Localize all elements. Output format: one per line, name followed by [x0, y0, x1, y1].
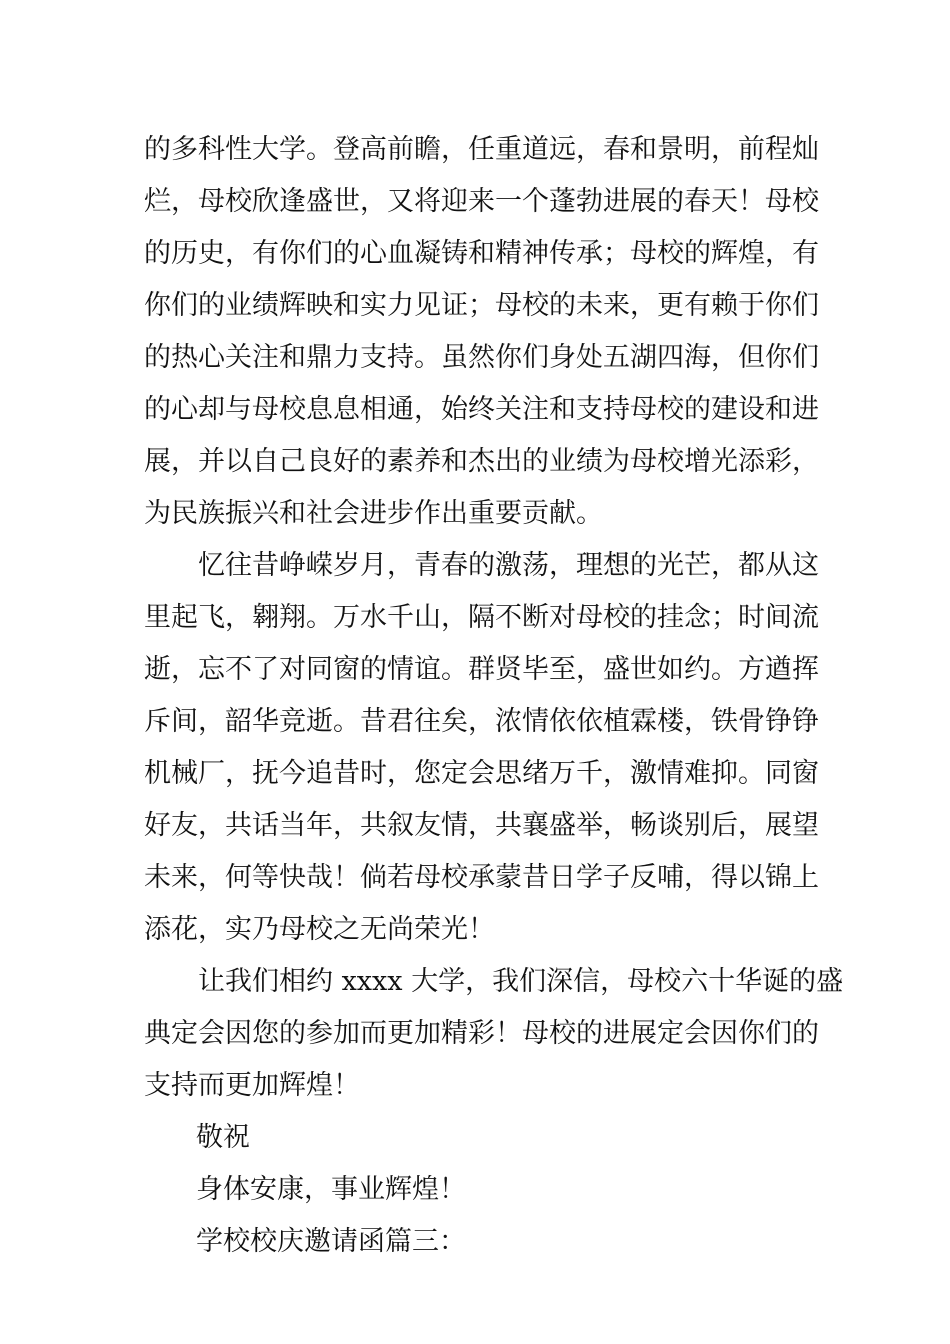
paragraph-1-line-1: 的多科性大学。登高前瞻，任重道远，春和景明，前程灿 — [144, 134, 819, 165]
paragraph-1-line-7: 展，并以自己良好的素养和杰出的业绩为母校增光添彩， — [144, 446, 819, 477]
paragraph-3 — [144, 956, 844, 1112]
document-body — [144, 124, 844, 1268]
paragraph-3-line-3: 支持而更加辉煌！ — [144, 1070, 360, 1101]
paragraph-2-line-5: 机械厂，抚今追昔时，您定会思绪万千，激情难抑。同窗 — [144, 758, 819, 789]
paragraph-1-line-2: 烂，母校欣逢盛世，又将迎来一个蓬勃进展的春天！母校 — [144, 186, 819, 217]
paragraph-1-line-8: 为民族振兴和社会进步作出重要贡献。 — [144, 498, 603, 529]
closing-section — [144, 1112, 809, 1268]
paragraph-3-line-1: 让我们相约 xxxx 大学，我们深信，母校六十华诞的盛 — [198, 966, 844, 997]
paragraph-2-line-4: 斥间，韶华竞逝。昔君往矣，浓情依依植霖楼，铁骨铮铮 — [144, 706, 819, 737]
paragraph-1-line-4: 你们的业绩辉映和实力见证；母校的未来，更有赖于你们 — [144, 290, 819, 321]
paragraph-1-line-6: 的心却与母校息息相通，始终关注和支持母校的建设和进 — [144, 394, 819, 425]
paragraph-2 — [144, 540, 819, 956]
closing-greeting: 敬祝 — [196, 1122, 250, 1153]
paragraph-2-line-1: 忆往昔峥嵘岁月，青春的激荡，理想的光芒，都从这 — [198, 550, 819, 581]
paragraph-2-line-8: 添花，实乃母校之无尚荣光！ — [144, 914, 495, 945]
closing-wish: 身体安康，事业辉煌！ — [196, 1174, 466, 1205]
paragraph-2-line-3: 逝，忘不了对同窗的情谊。群贤毕至，盛世如约。方遒挥 — [144, 654, 819, 685]
paragraph-3-line-2: 典定会因您的参加而更加精彩！母校的进展定会因你们的 — [144, 1018, 819, 1049]
paragraph-2-line-6: 好友，共话当年，共叙友情，共襄盛举，畅谈别后，展望 — [144, 810, 819, 841]
paragraph-2-line-7: 未来，何等快哉！倘若母校承蒙昔日学子反哺，得以锦上 — [144, 862, 819, 893]
paragraph-1 — [144, 124, 819, 540]
paragraph-2-line-2: 里起飞，翱翔。万水千山，隔不断对母校的挂念；时间流 — [144, 602, 819, 633]
paragraph-1-line-5: 的热心关注和鼎力支持。虽然你们身处五湖四海，但你们 — [144, 342, 819, 373]
paragraph-1-line-3: 的历史，有你们的心血凝铸和精神传承；母校的辉煌，有 — [144, 238, 819, 269]
next-section-heading: 学校校庆邀请函篇三： — [196, 1226, 466, 1257]
